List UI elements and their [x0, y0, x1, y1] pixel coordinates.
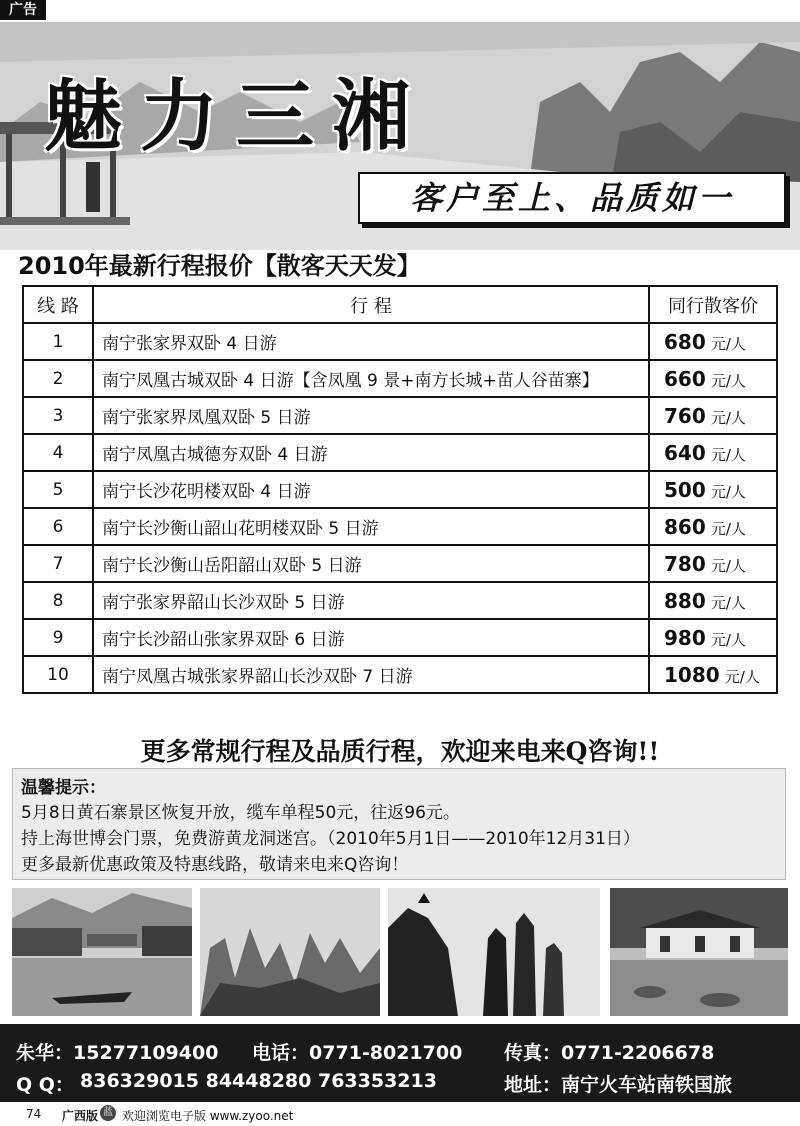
route-name: 南宁凤凰古城德夯双卧 4 日游 [93, 434, 649, 471]
ad-tag: 广告 [0, 0, 46, 20]
route-name: 南宁长沙花明楼双卧 4 日游 [93, 471, 649, 508]
route-price [649, 471, 777, 508]
more-routes-callout: 更多常规行程及品质行程，欢迎来电来Q咨询!! [140, 737, 660, 766]
site-text: 欢迎浏览电子版 www.zyoo.net [122, 1109, 294, 1123]
route-number: 1 [23, 323, 93, 360]
slogan-box [358, 172, 786, 224]
table-row [23, 434, 777, 471]
route-name: 南宁凤凰古城双卧 4 日游【含凤凰 9 景+南方长城+苗人谷苗寨】 [93, 360, 649, 397]
route-number: 8 [23, 582, 93, 619]
price-unit: 元/人 [710, 371, 746, 390]
header-price: 同行散客价 [649, 286, 777, 323]
price-amount: 880 [664, 588, 706, 613]
price-unit: 元/人 [710, 408, 746, 427]
table-row [23, 323, 777, 360]
price-unit: 元/人 [710, 556, 746, 575]
route-number: 3 [23, 397, 93, 434]
route-name: 南宁张家界韶山长沙双卧 5 日游 [93, 582, 649, 619]
fax-number: 传真：0771-2206678 [504, 1042, 715, 1064]
route-number: 6 [23, 508, 93, 545]
price-amount: 640 [664, 440, 706, 465]
route-number: 5 [23, 471, 93, 508]
route-name: 南宁凤凰古城张家界韶山长沙双卧 7 日游 [93, 656, 649, 693]
section-title: 2010年最新行程报价【散客天天发】 [18, 252, 421, 280]
route-price [649, 619, 777, 656]
table-row [23, 656, 777, 693]
price-amount: 1080 [664, 662, 720, 687]
table-row [23, 619, 777, 656]
office-phone: 电话：0771-8021700 [252, 1042, 463, 1064]
route-number: 7 [23, 545, 93, 582]
route-price [649, 434, 777, 471]
route-price [649, 360, 777, 397]
site-logo-icon: 蓝 [100, 1105, 116, 1121]
banner-title: 魅力三湘 [44, 71, 429, 162]
route-number: 9 [23, 619, 93, 656]
photo-fenghuang-town [12, 888, 192, 1016]
price-amount: 660 [664, 366, 706, 391]
qq-label: Q Q： [16, 1074, 74, 1096]
header-itinerary: 行 程 [93, 286, 649, 323]
price-amount: 760 [664, 403, 706, 428]
route-name: 南宁长沙韶山张家界双卧 6 日游 [93, 619, 649, 656]
route-price [649, 582, 777, 619]
route-name: 南宁张家界凤凰双卧 5 日游 [93, 397, 649, 434]
edition-label: 广西版 [62, 1109, 99, 1123]
price-amount: 980 [664, 625, 706, 650]
tip-line: 5月8日黄石寨景区恢复开放，缆车单程50元，往返96元。 [21, 803, 460, 823]
price-unit: 元/人 [710, 630, 746, 649]
route-price [649, 508, 777, 545]
table-row [23, 582, 777, 619]
price-unit: 元/人 [710, 519, 746, 538]
price-unit: 元/人 [710, 334, 746, 353]
tip-line: 更多最新优惠政策及特惠线路，敬请来电来Q咨询！ [21, 855, 409, 875]
route-price [649, 323, 777, 360]
route-name: 南宁长沙衡山岳阳韶山双卧 5 日游 [93, 545, 649, 582]
contact-footer [0, 1024, 800, 1102]
tips-box [12, 768, 786, 880]
price-unit: 元/人 [710, 445, 746, 464]
price-amount: 860 [664, 514, 706, 539]
route-name: 南宁长沙衡山韶山花明楼双卧 5 日游 [93, 508, 649, 545]
route-number: 4 [23, 434, 93, 471]
table-row [23, 360, 777, 397]
price-amount: 500 [664, 477, 706, 502]
route-number: 10 [23, 656, 93, 693]
route-price [649, 397, 777, 434]
tips-title: 温馨提示： [21, 778, 106, 798]
table-row [23, 397, 777, 434]
banner-slogan: 客户至上、品质如一 [409, 179, 734, 217]
route-price-table [22, 285, 778, 694]
table-row [23, 508, 777, 545]
route-name: 南宁张家界双卧 4 日游 [93, 323, 649, 360]
contact-name-phone: 朱华：15277109400 [16, 1042, 219, 1064]
address: 地址：南宁火车站南铁国旅 [504, 1074, 733, 1096]
price-unit: 元/人 [710, 593, 746, 612]
photo-former-residence [610, 888, 788, 1016]
header-route-no: 线 路 [23, 286, 93, 323]
photo-stone-pillars [388, 888, 600, 1016]
price-unit: 元/人 [724, 667, 760, 686]
photo-misty-peaks [200, 888, 380, 1016]
table-header-row [23, 286, 777, 323]
price-unit: 元/人 [710, 482, 746, 501]
page-number: 74 [26, 1107, 42, 1121]
price-amount: 780 [664, 551, 706, 576]
route-price [649, 656, 777, 693]
tip-line: 持上海世博会门票，免费游黄龙洞迷宫。（2010年5月1日——2010年12月31日） [21, 829, 640, 849]
table-row [23, 471, 777, 508]
price-amount: 680 [664, 329, 706, 354]
table-row [23, 545, 777, 582]
route-number: 2 [23, 360, 93, 397]
banner [0, 22, 800, 250]
qq-numbers: 836329015 84448280 763353213 [80, 1070, 437, 1092]
page-bar [0, 1102, 800, 1126]
route-price [649, 545, 777, 582]
